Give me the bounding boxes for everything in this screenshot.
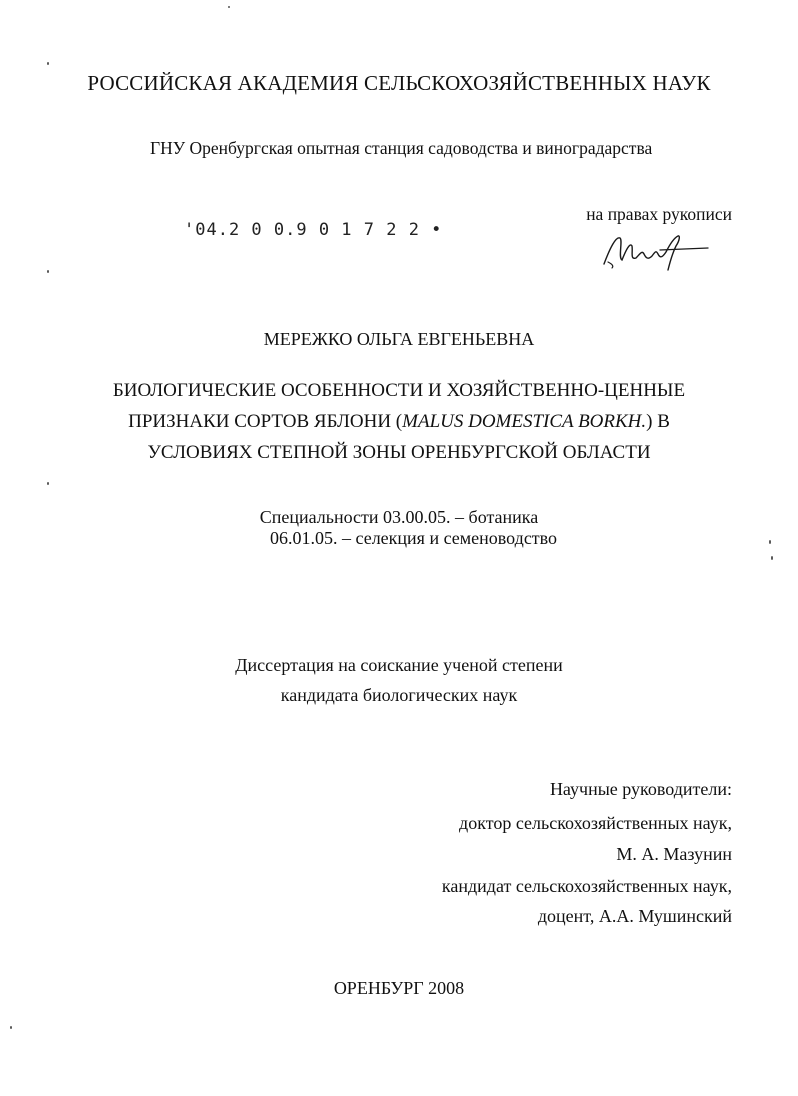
scan-speck — [47, 482, 49, 485]
supervisors-heading: Научные руководители: — [549, 779, 732, 799]
title-line-2-start: ПРИЗНАКИ СОРТОВ ЯБЛОНИ ( — [128, 411, 403, 432]
institute-name: ГНУ Оренбургская опытная станция садоводства и виноградарства — [150, 138, 653, 158]
species-name: MALUS DOMESTICA BORKH. — [402, 411, 647, 432]
specialty-line-1: Специальности 03.00.05. – ботаника — [259, 507, 539, 527]
scan-speck — [228, 6, 230, 8]
title-line-3: УСЛОВИЯХ СТЕПНОЙ ЗОНЫ ОРЕНБУРГСКОЙ ОБЛАСТИ — [147, 442, 651, 463]
scan-speck — [47, 270, 49, 273]
scan-speck — [771, 556, 773, 560]
handwritten-signature — [600, 228, 712, 272]
academy-name: РОССИЙСКАЯ АКАДЕМИЯ СЕЛЬСКОХОЗЯЙСТВЕННЫХ НАУК — [87, 71, 711, 95]
title-line-1: БИОЛОГИЧЕСКИЕ ОСОБЕННОСТИ И ХОЗЯЙСТВЕННО-ЦЕННЫЕ — [112, 380, 686, 401]
degree-line-2: кандидата биологических наук — [280, 685, 518, 705]
scan-speck — [47, 62, 49, 65]
degree-line-1: Диссертация на соискание ученой степени — [235, 655, 563, 675]
manuscript-rights-note: на правах рукописи — [586, 204, 732, 224]
supervisor-line: кандидат сельскохозяйственных наук, — [441, 876, 732, 896]
registration-number-stamp: '04.2 0 0.9 0 1 7 2 2 • — [184, 220, 443, 240]
specialty-line-2: 06.01.05. – селекция и семеноводство — [270, 528, 558, 548]
title-line-2-end: ) В — [646, 411, 670, 432]
supervisor-line: М. А. Мазунин — [616, 844, 732, 864]
supervisor-line: доцент, А.А. Мушинский — [537, 906, 732, 926]
title-line-2 — [0, 410, 798, 434]
city-year: ОРЕНБУРГ 2008 — [333, 978, 465, 998]
supervisor-line: доктор сельскохозяйственных наук, — [459, 813, 732, 833]
scan-speck — [769, 540, 771, 544]
author-name: МЕРЕЖКО ОЛЬГА ЕВГЕНЬЕВНА — [263, 329, 535, 349]
scan-speck — [10, 1026, 12, 1029]
